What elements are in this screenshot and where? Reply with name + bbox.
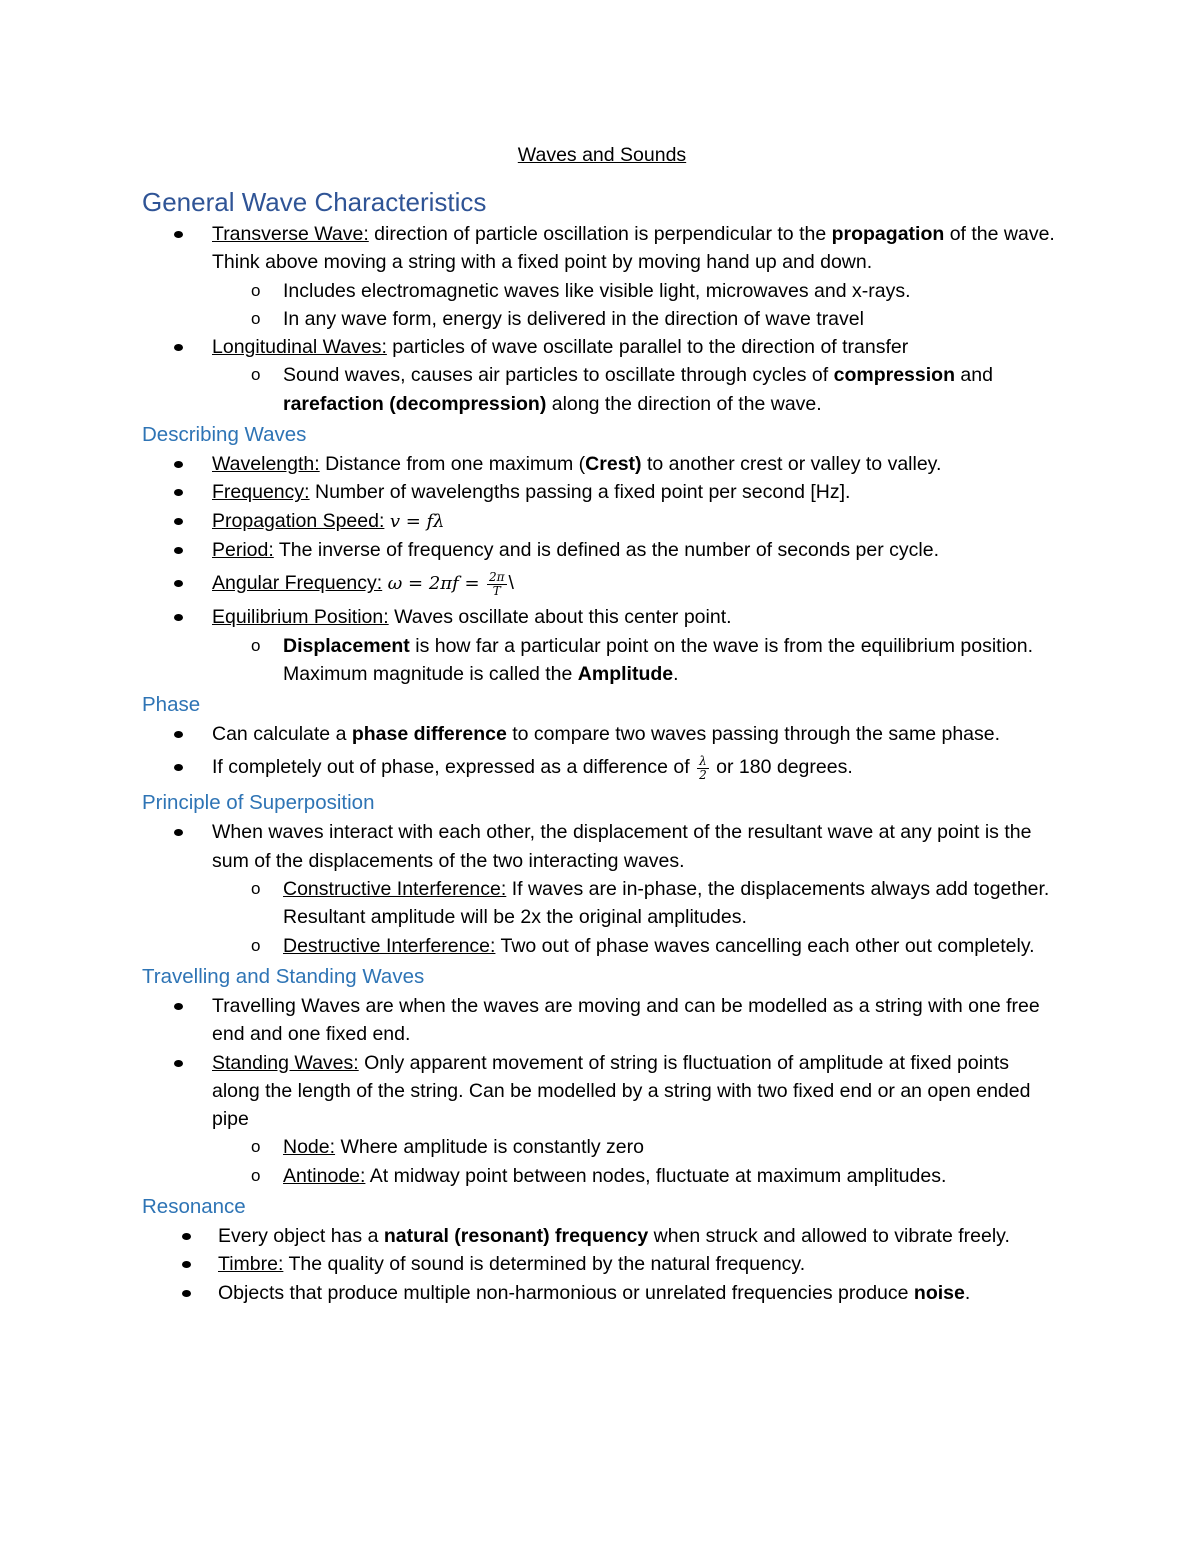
heading-phase: Phase: [142, 693, 201, 717]
sub-list-item: [142, 875, 1062, 932]
text: to compare two waves passing through the same phase.: [506, 723, 1001, 746]
list-item: [142, 818, 1062, 875]
circle-bullet-icon: o: [251, 935, 261, 955]
bold-text: propagation: [831, 223, 945, 245]
text: Travelling Waves are when the waves are moving and can be modelled as a string with one free end and one fixed end.: [212, 994, 1040, 1046]
formula: ω = 2πf =: [387, 573, 480, 595]
text: Number of wavelengths passing a fixed point per second [Hz].: [309, 481, 851, 504]
bullet-icon: [182, 1233, 191, 1240]
list-item: [142, 564, 1062, 603]
circle-bullet-icon: o: [251, 879, 261, 899]
text: or 180 degrees.: [710, 756, 853, 779]
sub-list-item: [142, 932, 1062, 960]
text: If waves are in-phase, the displacements always add together. Resultant amplitude will be 2x the original amplitudes.: [283, 878, 1050, 929]
list-item: [142, 1279, 1062, 1307]
circle-bullet-icon: o: [251, 280, 261, 300]
text: along the direction of the wave.: [546, 392, 822, 415]
heading-general-wave-characteristics: General Wave Characteristics: [142, 187, 487, 217]
heading-principle-of-superposition: Principle of Superposition: [142, 791, 375, 815]
sub-list-item: [142, 361, 1062, 418]
text: when struck and allowed to vibrate freely.: [648, 1225, 1010, 1248]
bold-text: Displacement: [283, 634, 410, 657]
heading-resonance: Resonance: [142, 1195, 246, 1219]
circle-bullet-icon: o: [251, 1165, 261, 1185]
term: Period:: [212, 538, 274, 561]
term: Antinode:: [283, 1164, 366, 1187]
list-item: [142, 603, 1062, 631]
list-item: [142, 333, 1062, 361]
bullet-icon: [174, 731, 183, 738]
text: Includes electromagnetic waves like visible light, microwaves and x-rays.: [283, 279, 911, 302]
bold-text: noise: [913, 1281, 965, 1304]
sub-list-item: [142, 1133, 1062, 1161]
circle-bullet-icon: o: [251, 1137, 261, 1157]
text: In any wave form, energy is delivered in the direction of wave travel: [283, 307, 864, 330]
term: Equilibrium Position:: [212, 606, 389, 629]
text: .: [673, 662, 679, 685]
list-item: [142, 1049, 1062, 1134]
term: Frequency:: [212, 481, 310, 504]
text: and: [954, 364, 993, 387]
term: Timbre:: [218, 1253, 284, 1276]
sub-list-item: [142, 1162, 1062, 1190]
list-item: [142, 507, 1062, 536]
bullet-icon: [174, 231, 183, 238]
text: Objects that produce multiple non-harmonious or unrelated frequencies produce: [218, 1281, 914, 1304]
list-travelling: [142, 992, 1062, 1190]
text: Where amplitude is constantly zero: [335, 1136, 644, 1159]
text: direction of particle oscillation is perpendicular to the: [368, 223, 832, 245]
text: to another crest or valley to valley.: [641, 453, 942, 476]
bullet-icon: [174, 461, 183, 468]
list-item: [142, 450, 1062, 478]
sub-list-item: [142, 277, 1062, 305]
fraction: [487, 571, 507, 598]
term: Propagation Speed:: [212, 509, 385, 532]
list-item: [142, 748, 1062, 786]
term: Standing Waves:: [212, 1051, 359, 1074]
term: Constructive Interference:: [283, 878, 507, 901]
text: Can calculate a: [212, 723, 352, 746]
bold-text: Crest): [585, 453, 642, 476]
text: Distance from one maximum (: [319, 453, 586, 476]
text: At midway point between nodes, fluctuate at maximum amplitudes.: [365, 1164, 947, 1187]
bullet-icon: [174, 1060, 183, 1067]
heading-travelling-and-standing-waves: Travelling and Standing Waves: [142, 964, 425, 988]
heading-describing-waves: Describing Waves: [142, 423, 307, 447]
term: Destructive Interference:: [283, 934, 496, 957]
bullet-icon: [174, 547, 183, 554]
list-general: [142, 220, 1062, 418]
fraction-numerator: λ: [697, 755, 709, 769]
bullet-icon: [174, 829, 183, 836]
sub-list-item: [142, 305, 1062, 333]
list-item: [142, 1222, 1062, 1250]
list-item: [142, 220, 1062, 277]
fraction-numerator: 2π: [488, 569, 505, 584]
bullet-icon: [174, 518, 183, 525]
circle-bullet-icon: o: [251, 308, 261, 328]
text: is how far a particular point on the wave is from the equilibrium position. Maximum magnitude is called the: [283, 634, 1034, 685]
list-item: [142, 536, 1062, 564]
bullet-icon: [174, 614, 183, 621]
text: If completely out of phase, expressed as a difference of: [212, 756, 696, 779]
text: .: [964, 1281, 971, 1304]
list-item: [142, 992, 1062, 1049]
bullet-icon: [174, 344, 183, 351]
text: particles of wave oscillate parallel to the direction of transfer: [386, 336, 909, 359]
bullet-icon: [182, 1290, 191, 1297]
bullet-icon: [174, 764, 183, 771]
text: The inverse of frequency and is defined as the number of seconds per cycle.: [273, 538, 939, 561]
list-phase: [142, 720, 1062, 786]
term: Angular Frequency:: [212, 572, 383, 595]
text: \: [508, 572, 514, 595]
document-page: [142, 140, 1062, 1307]
term: Transverse Wave:: [212, 223, 369, 245]
list-superposition: [142, 818, 1062, 959]
fraction-denominator: 2: [699, 767, 707, 782]
list-resonance: [142, 1222, 1062, 1307]
bold-text: rarefaction (decompression): [283, 392, 547, 415]
term: Node:: [283, 1136, 336, 1159]
text: When waves interact with each other, the displacement of the resultant wave at any point is the sum of the displacements of the two interacting waves.: [212, 821, 1032, 872]
bullet-icon: [182, 1261, 191, 1268]
text: Two out of phase waves cancelling each other out completely.: [495, 934, 1035, 957]
list-item: [142, 1250, 1062, 1278]
text: The quality of sound is determined by the natural frequency.: [283, 1253, 806, 1276]
text: Only apparent movement of string is fluctuation of amplitude at fixed points along the length of the string. Can be modelled by a string with two fixed end or an open ended pipe: [212, 1051, 1031, 1131]
term: Longitudinal Waves:: [212, 336, 387, 359]
list-describing: [142, 450, 1062, 688]
text: Sound waves, causes air particles to oscillate through cycles of: [283, 364, 834, 387]
bullet-icon: [174, 580, 183, 587]
text: of the wave. Think above moving a string with a fixed point by moving hand up and down.: [212, 223, 1055, 274]
bullet-icon: [174, 489, 183, 496]
list-item: [142, 478, 1062, 506]
bullet-icon: [174, 1003, 183, 1010]
circle-bullet-icon: o: [251, 635, 261, 655]
fraction-denominator: T: [492, 583, 501, 598]
fraction: [697, 755, 709, 782]
bold-text: Amplitude: [577, 662, 674, 685]
term: Wavelength:: [212, 453, 320, 476]
bold-text: phase difference: [351, 723, 507, 746]
sub-list-item: [142, 632, 1062, 689]
text: Waves oscillate about this center point.: [388, 606, 732, 629]
text: Every object has a: [218, 1225, 384, 1248]
bold-text: compression: [833, 364, 955, 387]
formula: v = fλ: [389, 510, 445, 532]
document-title: Waves and Sounds: [517, 144, 687, 166]
bold-text: natural (resonant) frequency: [383, 1225, 649, 1248]
list-item: [142, 720, 1062, 748]
circle-bullet-icon: o: [251, 365, 261, 385]
